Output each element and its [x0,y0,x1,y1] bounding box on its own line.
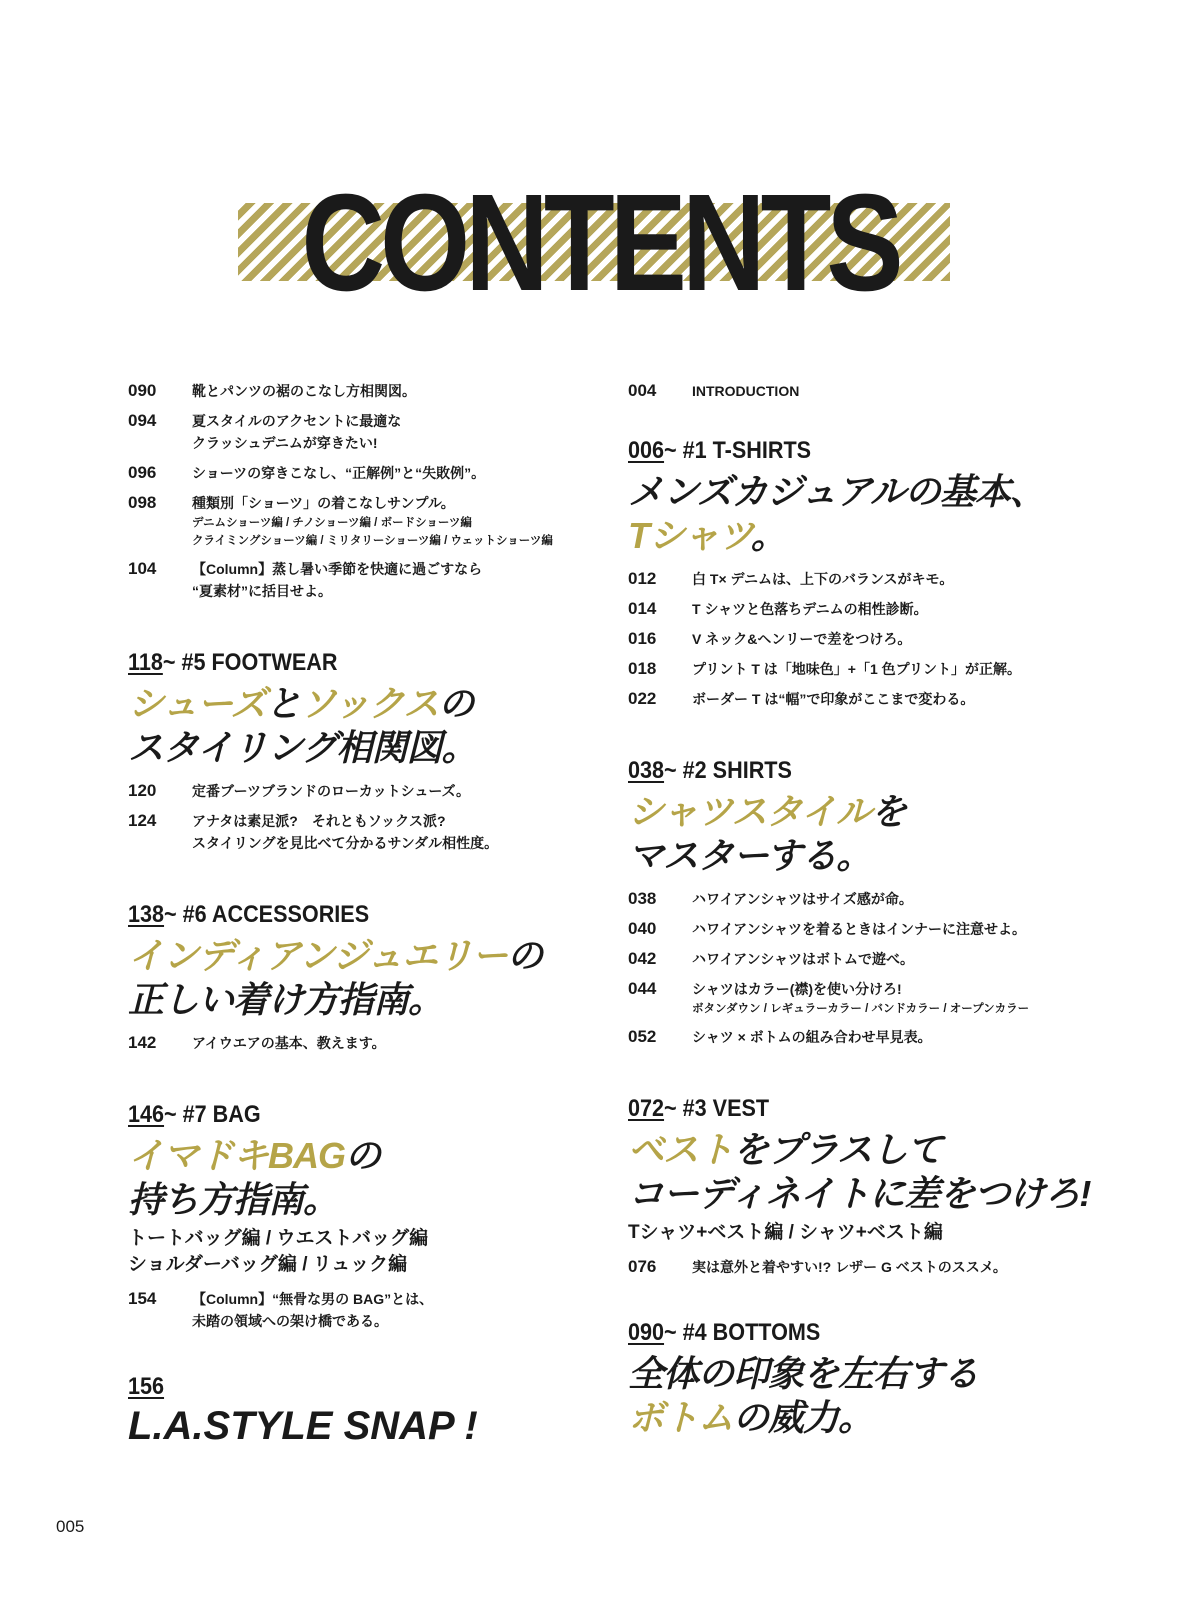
toc-entry[interactable] [628,688,1108,710]
page-title: CONTENTS [301,166,899,320]
section-header[interactable] [128,1100,560,1130]
title-text: メンズカジュアルの基本、 [628,471,1045,512]
section-label: ~ #3 VEST [664,1095,770,1122]
page-number-ref: 040 [628,919,657,938]
entry-title: プリント T は「地味色」+「1 色プリント」が正解。 [692,661,1022,677]
title-text: の威力。 [733,1397,874,1438]
section-label: ~ #6 ACCESSORIES [164,901,370,928]
section-page-number: 156 [128,1373,165,1400]
title-text: を [870,791,906,832]
page-number-ref: 076 [628,1257,657,1276]
title-text: スタイリング相関図。 [128,727,477,768]
section-accessories [128,900,608,1022]
section-page-number: 090 [628,1319,665,1346]
title-text: 全体の印象を左右する [628,1353,979,1394]
page-number-ref: 090 [128,381,157,400]
title-text: コーディネイトに差をつけろ! [628,1173,1091,1214]
entry-title: ハワイアンシャツはボトムで遊べ。 [692,951,914,967]
section-page-number: 118 [128,649,163,676]
page-number-ref: 098 [128,493,157,512]
entry-title: 【Column】蒸し暑い季節を快適に過ごすなら [192,561,483,577]
section-page-number: 072 [628,1095,665,1122]
toc-entry[interactable] [628,948,1108,970]
title-text: マスターする。 [628,835,872,876]
toc-entry[interactable] [628,658,1108,680]
section-page-number: 146 [128,1101,165,1128]
page-number-ref: 120 [128,781,157,800]
entry-title-line2: “夏素材”に括目せよ。 [192,583,332,599]
section-page-number: 038 [628,757,665,784]
entry-title-line2: スタイリングを見比べて分かるサンダル相性度。 [192,835,499,851]
entry-title: 【Column】“無骨な男の BAG”とは、 [192,1291,434,1307]
title-text: と [265,683,301,724]
section-header[interactable] [128,1372,560,1402]
title-text: 正しい着け方指南。 [128,979,444,1020]
entry-subtitle: クライミングショーツ編 / ミリタリーショーツ編 / ウェットショーツ編 [192,535,553,547]
section-bag [128,1100,608,1278]
title-text: の [438,683,474,724]
page-number-ref: 038 [628,889,657,908]
page-number-ref: 004 [628,381,657,400]
page-number-ref: 014 [628,599,657,618]
title-highlight: シューズ [128,683,266,724]
page-number-ref: 016 [628,629,657,648]
toc-entry[interactable] [628,888,1108,910]
toc-entry[interactable] [128,492,608,550]
title-highlight: シャツスタイル [628,791,871,832]
entry-title: INTRODUCTION [692,383,800,399]
page-number-ref: 044 [628,979,657,998]
page-number-ref: 096 [128,463,157,482]
section-footwear [128,648,608,770]
entry-title: 白 T× デニムは、上下のバランスがキモ。 [692,571,954,587]
title-highlight: ソックス [300,683,439,724]
section-header[interactable] [128,900,560,930]
page-number-ref: 022 [628,689,657,708]
page-number-ref: 094 [128,411,157,430]
section-header[interactable] [628,1318,1060,1348]
entry-title: ハワイアンシャツを着るときはインナーに注意せよ。 [692,921,1026,937]
page-number-ref: 018 [628,659,657,678]
toc-entry[interactable] [128,380,608,402]
section-page-number: 138 [128,901,165,928]
entry-title-line2: クラッシュデニムが穿きたい! [192,435,378,451]
page-number-ref: 012 [628,569,657,588]
toc-entry[interactable] [628,1026,1108,1048]
title-text: をプラスして [733,1129,942,1170]
toc-entry[interactable] [628,598,1108,620]
toc-entry[interactable] [628,918,1108,940]
page-number-ref: 042 [628,949,657,968]
toc-entry[interactable] [628,978,1108,1018]
title-highlight: ベスト [628,1129,734,1170]
toc-entry[interactable] [128,410,608,454]
page-number-ref: 052 [628,1027,657,1046]
entry-title: ショーツの穿きこなし、“正解例”と“失敗例”。 [192,465,486,481]
section-header[interactable] [628,1094,1060,1124]
toc-entry[interactable] [128,780,608,802]
title-highlight: Tシャツ [628,515,751,556]
section-title [128,934,608,1022]
section-title [128,682,608,770]
section-header[interactable] [128,648,560,678]
title-block [0,168,1200,318]
section-title: L.A.STYLE SNAP ! [128,1404,478,1448]
entry-title: 靴とパンツの裾のこなし方相関図。 [192,383,416,399]
toc-entry[interactable] [128,462,608,484]
entry-title: 実は意外と着やすい!? レザー G ベストのススメ。 [692,1259,1007,1275]
section-subtitle: Tシャツ+ベスト編 / シャツ+ベスト編 [628,1222,943,1243]
entry-title: アナタは素足派? それともソックス派? [192,813,446,829]
section-label: ~ #2 SHIRTS [664,757,792,784]
entry-subtitle: ボタンダウン / レギュラーカラー / バンドカラー / オープンカラー [692,1003,1030,1015]
subtitle-line: ショルダーバッグ編 / リュック編 [128,1254,408,1275]
section-header[interactable] [628,756,1060,786]
toc-entry[interactable] [628,380,1108,402]
title-highlight: ボトム [628,1397,734,1438]
toc-entry[interactable] [128,810,608,854]
right-column [628,380,1108,1450]
entry-title: シャツはカラー(襟)を使い分けろ! [692,981,902,997]
section-tshirts [628,436,1108,558]
entry-title: T シャツと色落ちデニムの相性診断。 [692,601,928,617]
subtitle-line: トートバッグ編 / ウエストバッグ編 [128,1228,429,1249]
section-title [628,470,1108,558]
section-subtitle [128,1226,608,1278]
toc-entry[interactable] [628,628,1108,650]
section-title [628,790,1108,878]
title-highlight: インディアンジュエリー [128,935,508,976]
entry-title: 種類別「ショーツ」の着こなしサンプル。 [192,495,455,511]
section-label: ~ #4 BOTTOMS [664,1319,821,1346]
page-number-ref: 154 [128,1289,157,1308]
toc-entry[interactable] [128,1032,608,1054]
entry-title: ハワイアンシャツはサイズ感が命。 [692,891,913,907]
toc-entry[interactable] [128,558,608,602]
title-text: 。 [750,515,786,556]
section-header[interactable] [628,436,1060,466]
section-title [128,1134,608,1222]
section-title [628,1128,1108,1216]
section-title [628,1352,1108,1440]
section-label: ~ #7 BAG [164,1101,261,1128]
entry-title: シャツ × ボトムの組み合わせ早見表。 [692,1029,932,1045]
page-number-ref: 124 [128,811,157,830]
toc-entry[interactable] [128,1288,608,1332]
section-label: ~ #5 FOOTWEAR [162,649,338,676]
entry-title: 夏スタイルのアクセントに最適な [192,413,402,429]
section-page-number: 006 [628,437,665,464]
title-text: の [345,1135,381,1176]
page-number-ref: 142 [128,1033,157,1052]
section-shirts [628,756,1108,878]
section-vest [628,1094,1108,1246]
title-text: の [507,935,543,976]
section-label: ~ #1 T-SHIRTS [664,437,812,464]
section-snap [128,1372,608,1450]
entry-subtitle: デニムショーツ編 / チノショーツ編 / ボードショーツ編 [192,517,472,529]
toc-entry[interactable] [628,568,1108,590]
entry-title: 定番ブーツブランドのローカットシューズ。 [192,783,471,799]
page-number-ref: 104 [128,559,157,578]
entry-title: ボーダー T は“幅”で印象がここまで変わる。 [692,691,975,707]
title-text: 持ち方指南。 [128,1179,339,1220]
entry-title: V ネック&ヘンリーで差をつけろ。 [692,631,912,647]
title-highlight: イマドキBAG [128,1135,345,1176]
section-bottoms [628,1318,1108,1440]
entry-title: アイウエアの基本、教えます。 [192,1035,386,1051]
toc-entry[interactable] [628,1256,1108,1278]
page-number: 005 [56,1517,85,1536]
left-column [128,380,608,1460]
entry-title-line2: 未踏の領域への架け橋である。 [192,1313,388,1329]
